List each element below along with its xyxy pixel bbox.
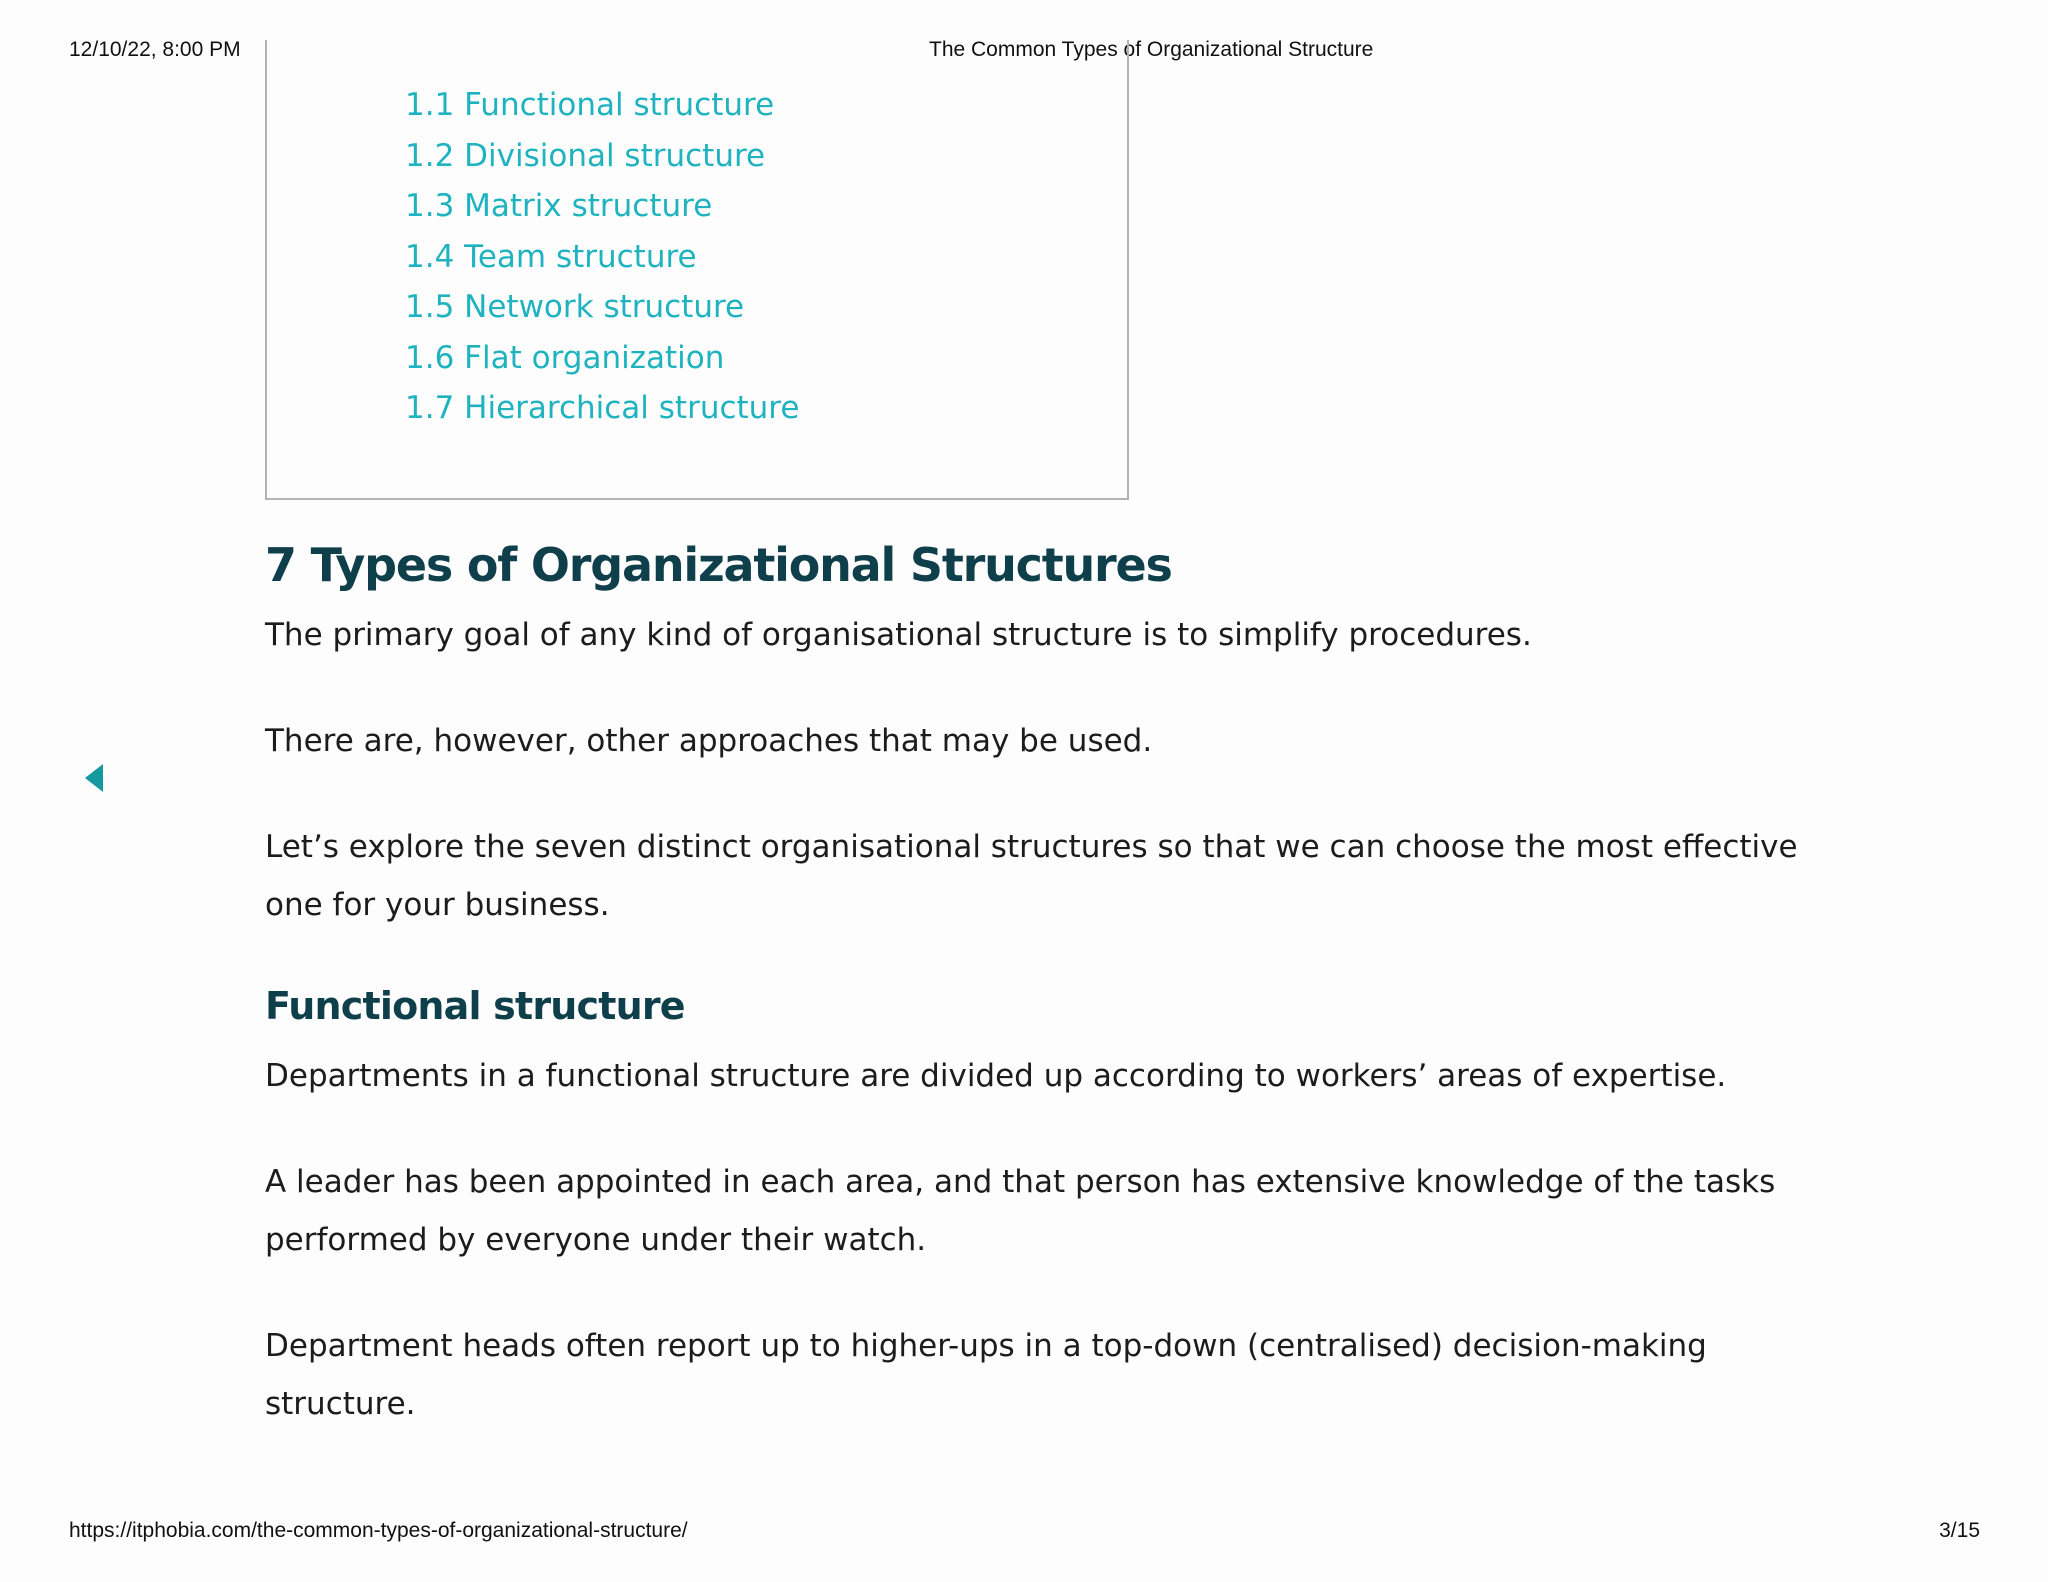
toc-list [405,80,799,434]
toc-link-matrix[interactable]: 1.3 Matrix structure [405,188,713,224]
page-number: 3/15 [1939,1519,1980,1542]
print-footer [0,1519,2048,1545]
section-paragraph: Departments in a functional structure are divided up according to workers’ areas of expertise. [265,1058,1727,1094]
section-paragraph: Department heads often report up to higher-ups in a top-down (centralised) decision-making structure. [265,1328,1707,1422]
toc-link-divisional[interactable]: 1.2 Divisional structure [405,137,766,174]
toc-link-functional[interactable]: 1.1 Functional structure [405,87,775,123]
print-page-title: The Common Types of Organizational Structure [929,38,1374,61]
toc-link-hierarchical[interactable]: 1.7 Hierarchical structure [405,390,800,426]
toc-link-network[interactable]: 1.5 Network structure [405,289,745,325]
intro-paragraph: The primary goal of any kind of organisational structure is to simplify procedures. [265,617,1532,653]
intro-paragraph: Let’s explore the seven distinct organisational structures so that we can choose the most effective one for your business. [265,829,1798,923]
print-url: https://itphobia.com/the-common-types-of-organizational-structure/ [69,1519,688,1542]
toc-link-team[interactable]: 1.4 Team structure [405,238,697,275]
toc-link-flat[interactable]: 1.6 Flat organization [405,339,725,376]
section-heading: Functional structure [265,984,685,1028]
article-heading: 7 Types of Organizational Structures [265,538,1172,592]
intro-paragraph: There are, however, other approaches that may be used. [265,723,1153,759]
print-date: 12/10/22, 8:00 PM [69,38,241,61]
table-of-contents [265,40,1129,500]
caret-left-icon[interactable] [85,764,103,792]
section-paragraph: A leader has been appointed in each area, and that person has extensive knowledge of the tasks performed by everyone under their watch. [265,1164,1776,1258]
article-content [265,530,1825,1433]
